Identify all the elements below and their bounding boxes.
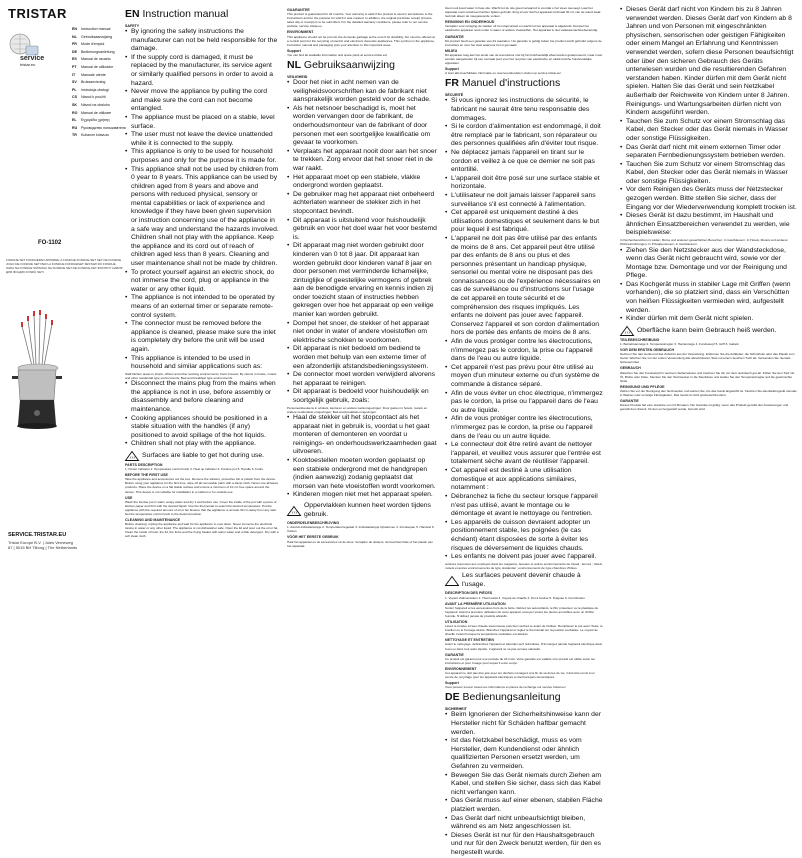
- list-item: • Tauchen Sie zum Schutz vor einem Stromschlag das Kabel, den Stecker oder das Gerät niemals in Wasser oder sonstige Flüssigkeiten.: [620, 118, 798, 144]
- language-item: EL Εγχειρίδιο χρήσης: [72, 118, 110, 123]
- list-item: • Dit apparaat is niet bedoeld om bediend te worden met behulp van een externe timer of een afzonderlijk afstandsbedieningssysteem.: [287, 345, 437, 371]
- list-item: • Dompel het snoer, de stekker of het apparaat niet onder in water of andere vloeistoffen om elektrische schokken te voorkomen.: [287, 320, 437, 346]
- safety-heading: VEILIGHEID: [287, 75, 308, 80]
- list-item: • Tauchen Sie zum Schutz vor einem Stromschlag das Kabel, den Stecker oder das Gerät niemals in Wasser oder sonstige Flüssigkeiten.: [620, 161, 798, 187]
- list-item: • Afin de vous éviter un choc électrique, n'immergez pas le cordon, la prise ou l'appareil dans de l'eau ou autre liquide.: [445, 390, 603, 416]
- list-item: • Dieses Gerät ist dazu bestimmt, im Haushalt und ähnlichen Einsatzbereichen verwendet zu werden, wie beispielsweise:: [620, 212, 798, 238]
- list-item: • De gebruiker mag het apparaat niet onbeheerd achterlaten wanneer de stekker zich in het stopcontact bevindt.: [287, 191, 437, 217]
- list-item: • Als het netsnoer beschadigd is, moet het worden vervangen door de fabrikant, de onderhoudsmonteur van de fabrikant of door personen met een soortgelijke kwalificatie om gevaar te voorkomen.: [287, 105, 437, 148]
- safety-list-2: [287, 414, 437, 500]
- language-item: RU Руководство пользователя: [72, 125, 126, 130]
- safety-list: [125, 28, 279, 372]
- hot-surface-icon: [287, 506, 301, 516]
- list-item: • Cet appareil n'est pas prévu pour être utilisé au moyen d'un minuteur externe ou d'un système de commande à distance séparé.: [445, 364, 603, 390]
- list-item: • Verplaats het apparaat nooit door aan het snoer te trekken. Zorg ervoor dat het snoer niet in de war raakt.: [287, 148, 437, 174]
- list-item: • The user must not leave the device unattended while it is connected to the supply.: [125, 131, 279, 148]
- list-item: • Disconnect the mains plug from the mains when the appliance is not in use, before assembly or disassembly and before cleaning and maintenance.: [125, 380, 279, 414]
- column-nl: [287, 6, 437, 571]
- column-fr: [445, 6, 603, 856]
- safety-list: [445, 97, 603, 467]
- list-item: • Ziehen Sie den Netzstecker aus der Wandsteckdose, wenn das Gerät nicht gebraucht wird, sowie vor der Montage bzw. Demontage und vor der Reinigung und Pflege.: [620, 247, 798, 281]
- list-item: • De connector moet worden verwijderd alvorens het apparaat te reinigen.: [287, 371, 437, 388]
- list-item: • Si le cordon d'alimentation est endommagé, il doit être remplacé par le fabricant, son réparateur ou des personnes qualifiées afin d'éviter tout risque.: [445, 123, 603, 149]
- hot-surface-icon: [445, 576, 459, 586]
- de-safety-list: [620, 6, 798, 238]
- list-item: • Ist das Netzkabel beschädigt, muss es vom Hersteller, dem Kundendienst oder ähnlich qualifizierten Personen ersetzt werden, um Gefahren zu vermeiden.: [445, 737, 603, 771]
- list-item: • Das Kochgerät muss in stabiler Lage mit Griffen (wenn vorhanden), die so platziert sind, dass ein Verschütten von heißen Flüssigkeiten vermieden wird, aufgestellt werden.: [620, 281, 798, 315]
- fr-parts-section: DESCRIPTION DES PIÈCES 1. Voyant d'alimentation 2. Thermostat 3. Voyant de chauffe 4. Pot à fondue 5. Poignée 6. Fourchettes AVANT LA PREMIÈRE UTILISATION Sortez l'appareil et les accessoires hors de la boîte. Retirez les autocollants, le film protecteur ou le plastique de l'appareil. Avant la première utilisation de votre appareil, essuyez toutes les pièces amovibles avec un chiffon humide. N'utilisez jamais de produits abrasifs. UTILISATION Lavez le fondue à l'eau chaude savonneuse puis bien séchez-le avant de l'utiliser. Remplissez le pot avec l'huile, le bouillon ou le fromage désiré. Branchez l'appareil et réglez le thermostat sur la position souhaitée. Le voyant de chauffe s'éteint lorsque la température souhaitée est atteinte. NETTOYAGE ET ENTRETIEN Avant le nettoyage, débranchez l'appareil et attendez qu'il refroidisse. N'immergez jamais l'appareil électrique dans l'eau ou dans tout autre liquide. L'appareil ne va pas au lave-vaisselle. GARANTIE Ce produit est garanti pour une période de 24 mois. Votre garantie est valable si le produit est utilisé selon les instructions et pour l'usage pour lequel il a été conçu. ENVIRONNEMENT Cet appareil ne doit pas être jeté avec les déchets ménagers à la fin de sa durée de vie, il doit être remis à un centre de recyclage pour les appareils électriques et électroniques domestiques. Support Vous pouvez trouver toutes les informations et pièces de rechange sur service.tristar.eu!: [445, 591, 603, 690]
- service-label: service tristar.eu: [20, 55, 45, 67]
- brand-logo: [8, 6, 67, 21]
- column-en: [125, 6, 279, 571]
- language-item: PL Instrukcja obsługi: [72, 87, 109, 92]
- list-item: • Afin de vous protéger contre les électrocutions, n'immergez pas le cordon, la prise ou l'appareil dans de l'eau ou un autre liquide.: [445, 415, 603, 441]
- list-item: • Het apparaat moet op een stabiele, vlakke ondergrond worden geplaatst.: [287, 174, 437, 191]
- list-item: • Children shall not play with the appliance.: [125, 440, 279, 449]
- fondue-set-image: [8, 300, 66, 460]
- list-item: • Das Gerät darf nicht mit einem externen Timer oder separaten Fernbedienungssystem betrieben werden.: [620, 144, 798, 161]
- fr-usage-environments: cuisines réservées aux employés dans les magasins, bureaux et autres environnements de travail ; fermes ; hôtels, motels et autres environnements de type résidentiel ; environnements de type chambres d'hôtes.: [445, 562, 603, 571]
- list-item: • This appliance shall not be used by children from 0 year to 8 years. This appliance can be used by children aged from 8 years and above and persons with reduced physical, sensory or mental capabilities or lack of experience and knowledge if they have been given supervision or instruction concerning use of the appliance in a safe way and understand the hazards involved. Children shall not play with the appliance. Keep the appliance and its cord out of reach of children aged less than 8 years. Cleaning and user maintenance shall not be made by children.: [125, 166, 279, 269]
- language-item: EN Instruction manual: [72, 27, 111, 31]
- fr-continued-section: [445, 467, 603, 857]
- list-item: • Haal de stekker uit het stopcontact als het apparaat niet in gebruik is, voordat u het gaat monteren of demonteren en voordat u reinigings- en onderhoudswerkzaamheden gaat uitvoeren.: [287, 414, 437, 457]
- list-item: • The appliance must be placed on a stable, level surface.: [125, 114, 279, 131]
- language-item: DE Bedienungsanleitung: [72, 49, 115, 54]
- hot-surface-icon: [620, 326, 634, 336]
- section-title-nl: NL Gebruiksaanwijzing: [287, 59, 395, 72]
- model-number: FO-1102: [38, 240, 62, 246]
- list-item: • Cooking appliances should be positioned in a stable situation with the handles (if any) positioned to avoid spillage of the hot liquids.: [125, 415, 279, 441]
- list-item: • The connector must be removed before the appliance is cleaned, please make sure the inlet is completely dry before the unit will be used again.: [125, 320, 279, 354]
- language-item: SV Bruksanvisning: [72, 80, 106, 85]
- hot-surface-warning: Surfaces are liable to get hot during use.: [125, 451, 279, 461]
- hot-surface-warning: Oppervlakken kunnen heet worden tijdens gebruik.: [287, 502, 437, 519]
- list-item: • Kooktoestellen moeten worden geplaatst op een stabiele ondergrond met de handgrepen (indien aanwezig) zodanig geplaatst dat morsen van hete vloeistoffen wordt voorkomen.: [287, 457, 437, 491]
- list-item: • Cet appareil est uniquement destiné à des utilisations domestiques et seulement dans le but pour lequel il est fabriqué.: [445, 209, 603, 235]
- list-item: • Das Gerät muss auf einer ebenen, stabilen Fläche platziert werden.: [445, 797, 603, 814]
- language-item: TR Kullanım kılavuzu: [72, 133, 110, 138]
- column-middle-right: [620, 6, 798, 571]
- language-list: [72, 26, 124, 140]
- section-title-en: EN Instruction manual: [125, 8, 229, 20]
- hot-surface-warning: Oberfläche kann beim Gebrauch heiß werden.: [620, 326, 798, 336]
- list-item: • Kinderen mogen niet met het apparaat spelen.: [287, 491, 437, 500]
- list-item: • Beim Ignorieren der Sicherheitshinweise kann der Hersteller nicht für Schäden haftbar gemacht werden.: [445, 711, 603, 737]
- list-item: • L'appareil ne doit pas être utilisé par des enfants de moins de 8 ans. Cet appareil peut être utilisé par des enfants de 8 ans ou plus et des personnes présentant un handicap physique, sensoriel ou mental voire ne disposant pas des connaissances ou de l'expérience nécessaires en cas de surveillance ou d'instructions sur l'usage de cet appareil en toute sécurité et de compréhension des risques impliqués. Les enfants ne doivent pas jouer avec l'appareil. Conservez l'appareil et son cordon d'alimentation hors de portée des enfants de moins de 8 ans.: [445, 235, 603, 338]
- list-item: • Vor dem Reinigen des Geräts muss der Netzstecker gezogen werden. Bitte stellen Sie sicher, dass der Eingang vor der Wiederverwendung komplett trocken ist.: [620, 186, 798, 212]
- de-safety-list-2: [620, 247, 798, 324]
- safety-heading: SÉCURITÉ: [445, 93, 464, 98]
- section-title-de: DE Bedienungsanleitung: [445, 691, 561, 704]
- parts-section: ONDERDELENBESCHRIJVING 1. Aan/uit-indicatielampje 2. Temperatuurregelaar 3. Indicatielampje Opwarmen 4. Fonduepan 5. Handvat 6. Vorken VÓÓR HET EERSTE GEBRUIK Haal het apparaat en de accessoires uit de doos. Verwijder de stickers, de beschermfolie of het plastic van het apparaat.: [287, 521, 435, 548]
- list-item: • This appliance is only to be used for household purposes and only for the purpose it is made for.: [125, 148, 279, 165]
- hot-surface-icon: [125, 451, 139, 461]
- language-item: NL Gebruiksaanwijzing: [72, 34, 113, 39]
- company-address: Tristar Europe B.V. | Jules Verneweg 87 | 5015 BH Tilburg | The Netherlands: [8, 540, 78, 550]
- hot-surface-warning: Les surfaces peuvent devenir chaude à l'usage.: [445, 572, 603, 589]
- list-item: • Door het niet in acht nemen van de veiligheidsvoorschriften kan de fabrikant niet aansprakelijk worden gesteld voor de schade.: [287, 79, 437, 105]
- de-parts-section: TEILEBESCHREIBUNG 1. Betriebsanzeige 2. Temperaturregler 3. Heizanzeige 4. Fonduetopf 5. Griff 6. Gabeln VOR DEM ERSTEN GEBRAUCH Nehmen Sie das Gerät und das Zubehör aus der Verpackung. Entfernen Sie die Aufkleber, die Schutzfolie oder das Plastik vom Gerät. Wischen Sie vor der ersten Verwendung alle abnehmbaren Teile mit einem feuchten Tuch ab. Verwenden Sie niemals Scheuermittel. GEBRAUCH Waschen Sie den Fonduetopf in warmem Seifenwasser und trocknen Sie ihn vor dem Gebrauch gut ab. Füllen Sie den Topf mit Öl, Brühe oder Käse. Stecken Sie den Netzstecker in die Steckdose und stellen Sie den Temperaturregler auf die gewünschte Stufe. REINIGUNG UND PFLEGE Ziehen Sie vor der Reinigung den Netzstecker und warten Sie, bis das Gerät abgekühlt ist. Tauchen Sie das Elektrogerät niemals in Wasser oder sonstige Flüssigkeiten. Das Gerät ist nicht spülmaschinenfest. GARANTIE Dieses Produkt hat eine Garantie von 24 Monaten. Die Garantie ist gültig, wenn das Produkt gemäß den Anweisungen und gemäß dem Zweck, für den es hergestellt wurde, benutzt wird.: [620, 337, 797, 412]
- brand-name: TRISTAR: [8, 6, 67, 21]
- list-item: • Si vous ignorez les instructions de sécurité, le fabricant ne saurait être tenu responsable des dommages.: [445, 97, 603, 123]
- list-item: • Das Gerät darf nicht unbeaufsichtigt bleiben, während es am Netz angeschlossen ist.: [445, 815, 603, 832]
- language-item: ES Manual de usuario: [72, 57, 111, 62]
- usage-environments: Staff kitchen areas in shops, offices and other working environments; Farm houses; By clients in hotels, motels and other residential type environments; Bed and breakfast type environments.: [125, 372, 277, 381]
- service-url: SERVICE.TRISTAR.EU: [8, 532, 67, 538]
- product-name-translations: FONDUE SET FONDUEPAN APPAREIL A FONDUE FONDUE-SET SET DE FONDUE JOGO DE FONDUE SET PER LA FONDUE FONDUESET ZESTAW DO FONDUE SADA NA FONDUE SÚPRAVA NA FONDUE SET DE FONDUE ΣΕΤ ΦΟΝΤΙΟΥ НАБОР ДЛЯ ФОНДЮ FONDÜ SETI: [6, 258, 123, 274]
- language-item: IT Manuale utente: [72, 72, 106, 77]
- language-item: SK Návod na obsluhu: [72, 102, 110, 107]
- usage-environments: Personeelskeukens in winkels, kantoren en andere werkomgevingen; Door gasten in hotels, motels en andere residentiële omgevingen; Bed-and-breakfast-omgevingen.: [287, 405, 428, 414]
- list-item: • This appliance is intended to be used in household and similar applications such as:: [125, 355, 279, 372]
- list-item: • To protect yourself against an electric shock, do not immerse the cord, plug or appliance in the water or any other liquid.: [125, 269, 279, 295]
- list-item: • Dit apparaat is bedoeld voor huishoudelijk en soortgelijk gebruik, zoals:: [287, 388, 437, 405]
- list-item: • Cet appareil est destiné à une utilisation domestique et aux applications similaires, notamment :: [445, 467, 603, 493]
- list-item: • Afin de vous protéger contre les électrocutions, n'immergez pas le cordon, la prise ou l'appareil dans de l'eau ou autre liquide.: [445, 338, 603, 364]
- list-item: • Bewegen Sie das Gerät niemals durch Ziehen am Kabel, und stellen Sie sicher, dass sich das Kabel nicht verfangen kann.: [445, 772, 603, 798]
- language-item: RO Manual de utilizare: [72, 110, 112, 115]
- list-item: • By ignoring the safety instructions the manufacturer can not be held responsible for the damage.: [125, 28, 279, 54]
- list-item: • The appliance is not intended to be operated by means of an external timer or separate remote-control system.: [125, 294, 279, 320]
- list-item: • If the supply cord is damaged, it must be replaced by the manufacturer, its service agent or similarly qualified persons in order to avoid a hazard.: [125, 54, 279, 88]
- list-item: • Dit apparaat mag niet worden gebruikt door kinderen van 0 tot 8 jaar. Dit apparaat kan worden gebruikt door kinderen vanaf 8 jaar en door personen met verminderde lichamelijke, zintuiglijke of geestelijke vermogens of gebrek aan de benodigde ervaring en kennis indien zij onder toezicht staan of instructies hebben gekregen over hoe het apparaat op een veilige manier kan worden gebruikt.: [287, 242, 437, 319]
- list-item: • Never move the appliance by pulling the cord and make sure the cord can not become entangled.: [125, 88, 279, 114]
- list-item: • Le connecteur doit être retiré avant de nettoyer l'appareil, et veuillez vous assurer que l'entrée est totalement sèche avant de réutiliser l'appareil.: [445, 441, 603, 467]
- safety-heading: SAFETY: [125, 24, 140, 28]
- parts-section: PARTS DESCRIPTION 1. Power indicator 2. Temperature control knob 3. Heat up indicator 4. Fondue pot 5. Handle 6. Forks BEFORE THE FIRST USE Take the appliance and accessories out the box. Remove the stickers, protective foil or plastic from the device. Before using your appliance for the first time, wipe off all removable parts with a damp cloth. Never use abrasive products. Place the device on a flat stable surface and ensure a minimum of 10 cm free space around the device. This device is not suitable for installation in a cabinet or for outside use. USE Wash the fondue pot in warm soapy water and dry it well before use. Cover the inside of the pot with a piece of kitchen paper and fill it with the desired liquid. Use the thermostat to select the desired temperature. Put the appliance with the required amount of oil or fat. Ensure that the appliance is at least 30 cm away from any wall. Set the temperature control knob to the desired position. CLEANING AND MAINTENANCE Before cleaning, unplug the appliance and wait for the appliance to cool down. Never immerse the electrical device in water or any other liquid. The appliance is not dishwasher safe. Open the lid and pour out the oil or fat. Clean the inside of bowl, the lid, the forks and the frying basket with warm water and a little detergent. Dry with a soft clean cloth.: [125, 462, 279, 539]
- section-title-fr: FR Manuel d'instructions: [445, 77, 561, 90]
- safety-list: [287, 79, 437, 406]
- list-item: • Dieses Gerät darf nicht von Kindern bis zu 8 Jahren verwendet werden. Dieses Gerät darf von Kindern ab 8 Jahren und von Personen mit eingeschränkten physischen, sensorischen oder geistigen Fähigkeiten oder einem Mangel an Erfahrung und Kenntnissen verwendet werden, sofern diese Personen beaufsichtigt oder über den sicheren Gebrauch des Geräts unterwiesen wurden und die resultierenden Gefahren verstanden haben. Kinder dürfen mit dem Gerät nicht spielen. Halten Sie das Gerät und sein Netzkabel außerhalb der Reichweite von Kindern unter 8 Jahren. Reinigungs- und Wartungsarbeiten dürfen nicht von Kindern ausgeführt werden.: [620, 6, 798, 118]
- language-item: CS Návod k použití: [72, 95, 106, 100]
- guarantee-section: GUARANTEE This product is guaranteed for 24 months. Your warranty is valid if the product is used in accordance to the instructions and for the purpose for which it was created. In addition, the original purchase receipt (invoice, sales slip or receipt) is to be submitted. For the detailed warranty conditions, please refer to our service website: service.tristar.eu ENVIRONMENT This appliance should not be put into the domestic garbage at the end of its durability, but must be offered at a central point for the recycling of electric and electronic domestic appliances. This symbol on the appliance, instruction manual and packaging puts your attention to this important issue. Support You can find all available information and spare parts at service.tristar.eu!: [287, 8, 435, 57]
- fr-safety-list-2: [445, 467, 603, 562]
- list-item: • L'utilisateur ne doit jamais laisser l'appareil sans surveillance s'il est connecté à l'alimentation.: [445, 192, 603, 209]
- list-item: • Les appareils de cuisson devraient adopter un positionnement stable, les poignées (le cas échéant) étant disposées de sorte à éviter les risques de déversement de liquides chauds.: [445, 519, 603, 553]
- de-safety-list-start: [445, 711, 603, 857]
- safety-heading: SICHERHEIT: [445, 707, 467, 712]
- usage-environments: In Küchenbereichen in Läden, Büros und anderen gewerblichen Bereichen; In Gasthäusern; In Hotels, Motels und anderen Wohneinrichtungen; In Privatpensionen; In Gutshäusern.: [620, 238, 789, 247]
- list-item: • Dit apparaat is uitsluitend voor huishoudelijk gebruik en voor het doel waar het voor bestemd is.: [287, 217, 437, 243]
- language-item: PT Manual de utilizador: [72, 64, 114, 69]
- list-item: • Ne déplacez jamais l'appareil en tirant sur le cordon et veillez à ce que ce dernier ne soit pas entortillé.: [445, 149, 603, 175]
- list-item: • Débranchez la fiche du secteur lorsque l'appareil n'est pas utilisé, avant le montage ou le démontage et avant le nettoyage ou l'entretien.: [445, 493, 603, 519]
- language-item: FR Mode d'emploi: [72, 42, 105, 47]
- list-item: • Les enfants ne doivent pas jouer avec l'appareil.: [445, 553, 603, 562]
- nl-remaining-section: Giet nooit koud water in hete olie. Wacht tot de olie goed verwarmd is voordat u het vlees toevoegt. Laat het apparaat nooit onbeheerd achter tijdens gebruik. Zorg ervoor dat het apparaat minimaal 30 cm van de wand staat. Gebruik alleen de meegeleverde vorken. REINIGING EN ONDERHOUD Verwijder voor reiniging de stekker uit het stopcontact en wacht tot het apparaat is afgekoeld. Dompel het elektrische apparaat nooit onder in water of andere vloeistoffen. Het apparaat is niet vaatwasmachinebestendig. GARANTIE Dit product heeft een garantie van 24 maanden. Uw garantie is geldig indien het product wordt gebruikt volgens de instructies en voor het doel waarvoor het is gemaakt. MILIEU Dit apparaat mag aan het einde van de levensduur niet bij het huishoudelijk afval worden gedeponeerd, maar moet worden aangeboden bij een centraal punt voor het recyclen van elektrische en elektronische huishoudelijke apparaten. Support U kunt alle beschikbare informatie en reserveonderdelen vinden op service.tristar.eu!: [445, 6, 603, 76]
- list-item: • Dieses Gerät ist nur für den Haushaltsgebrauch und nur für den Zweck benutzt werden, für den es hergestellt wurde.: [445, 832, 603, 858]
- safety-list-2: [125, 380, 279, 449]
- list-item: • Kinder dürfen mit dem Gerät nicht spielen.: [620, 315, 798, 324]
- list-item: • L'appareil doit être posé sur une surface stable et horizontale.: [445, 175, 603, 192]
